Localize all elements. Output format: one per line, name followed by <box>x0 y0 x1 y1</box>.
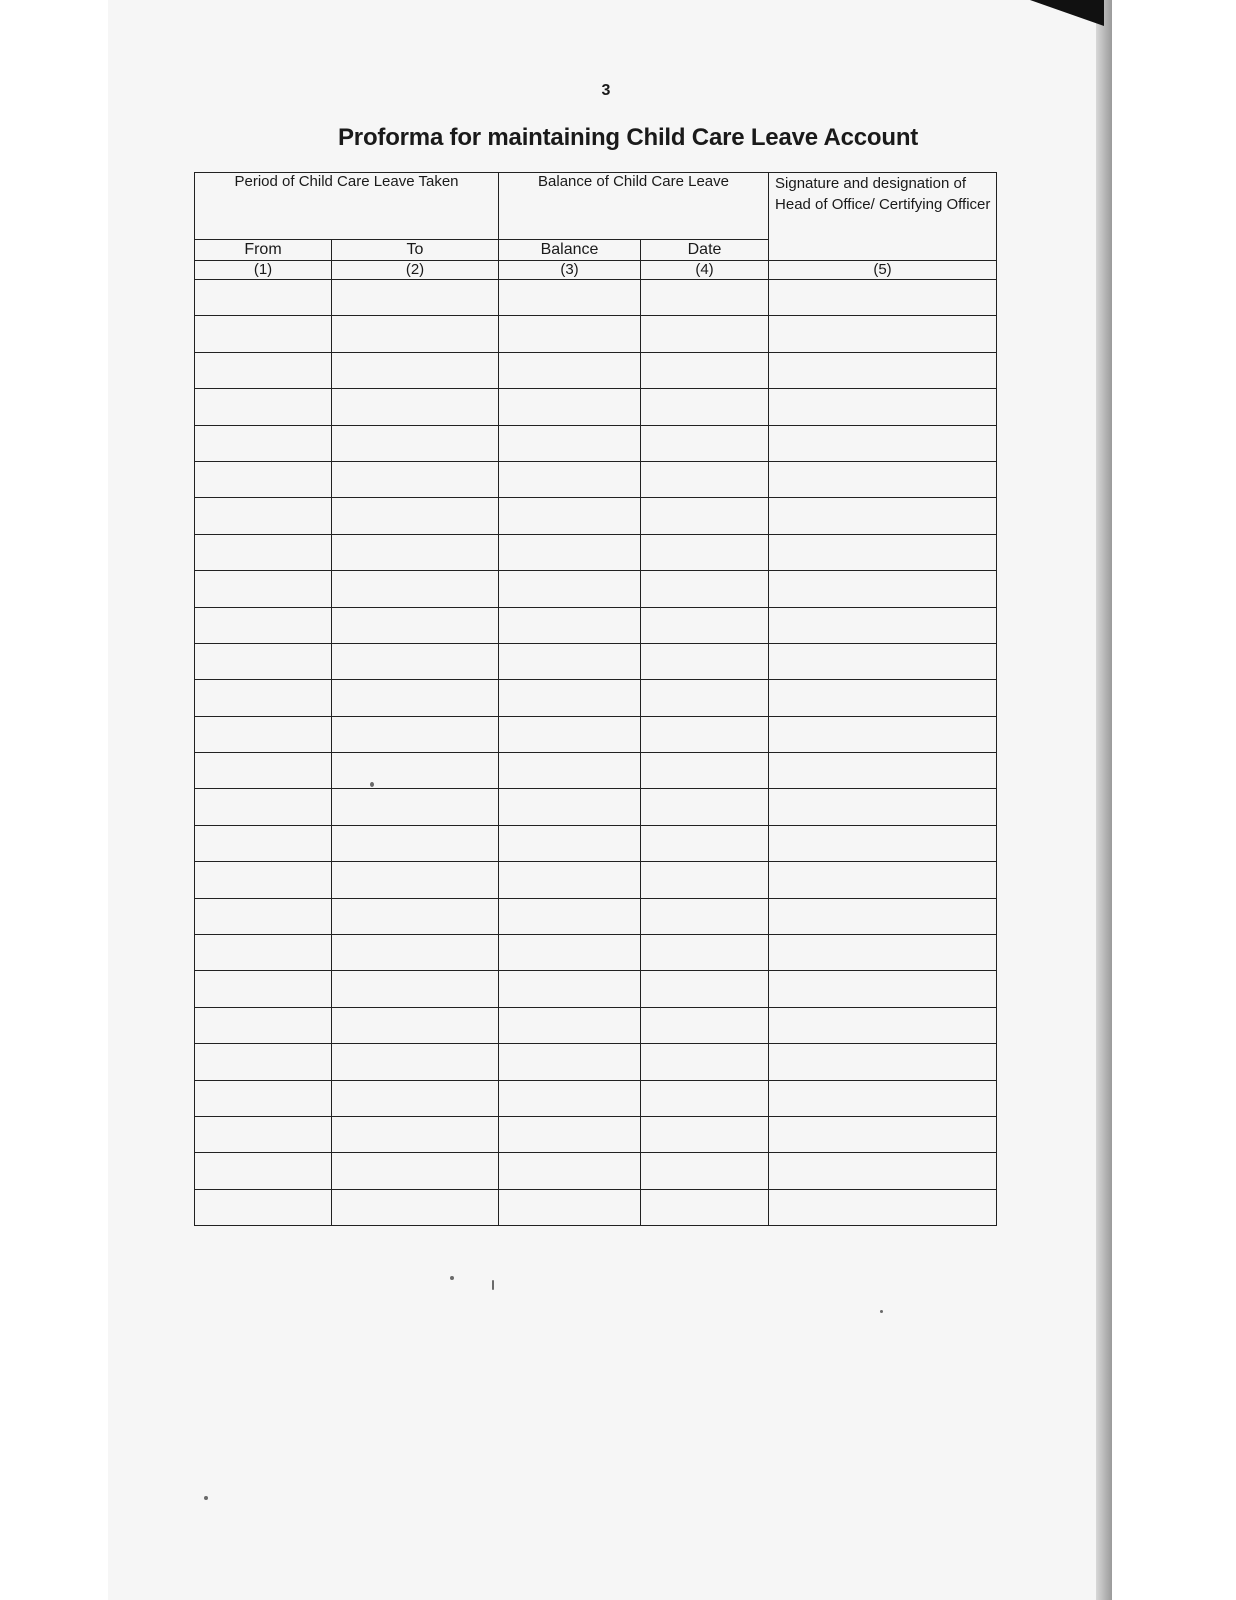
cell-to <box>332 498 499 534</box>
column-number-2: (2) <box>332 261 499 280</box>
table-row <box>195 789 997 825</box>
scan-speck <box>204 1496 208 1500</box>
column-number-1: (1) <box>195 261 332 280</box>
cell-to <box>332 898 499 934</box>
cell-from <box>195 825 332 861</box>
cell-from <box>195 1153 332 1189</box>
cell-signature <box>769 607 997 643</box>
scan-speck <box>370 782 374 787</box>
table-row <box>195 352 997 388</box>
cell-from <box>195 1080 332 1116</box>
cell-date <box>641 753 769 789</box>
cell-signature <box>769 716 997 752</box>
cell-balance <box>499 680 641 716</box>
table-row <box>195 461 997 497</box>
table-row <box>195 862 997 898</box>
cell-to <box>332 971 499 1007</box>
table-row <box>195 825 997 861</box>
cell-from <box>195 753 332 789</box>
cell-balance <box>499 789 641 825</box>
cell-balance <box>499 316 641 352</box>
cell-to <box>332 825 499 861</box>
cell-balance <box>499 1080 641 1116</box>
scan-speck <box>450 1276 454 1280</box>
cell-signature <box>769 789 997 825</box>
header-balance-sub: Balance <box>499 240 641 261</box>
cell-balance <box>499 607 641 643</box>
cell-to <box>332 862 499 898</box>
cell-balance <box>499 1007 641 1043</box>
cell-date <box>641 280 769 316</box>
cell-date <box>641 898 769 934</box>
cell-signature <box>769 352 997 388</box>
cell-date <box>641 935 769 971</box>
cell-to <box>332 352 499 388</box>
scan-edge <box>1096 0 1112 1600</box>
table-row <box>195 643 997 679</box>
cell-to <box>332 461 499 497</box>
cell-balance <box>499 571 641 607</box>
table-row <box>195 753 997 789</box>
cell-date <box>641 534 769 570</box>
cell-from <box>195 898 332 934</box>
cell-to <box>332 643 499 679</box>
cell-date <box>641 1116 769 1152</box>
table-row <box>195 498 997 534</box>
cell-balance <box>499 1116 641 1152</box>
cell-balance <box>499 1153 641 1189</box>
table-row <box>195 1044 997 1080</box>
cell-balance <box>499 825 641 861</box>
cell-signature <box>769 571 997 607</box>
table-row <box>195 534 997 570</box>
cell-signature <box>769 1007 997 1043</box>
cell-date <box>641 425 769 461</box>
cell-signature <box>769 1080 997 1116</box>
cell-balance <box>499 862 641 898</box>
cell-to <box>332 789 499 825</box>
cell-to <box>332 935 499 971</box>
cell-signature <box>769 935 997 971</box>
cell-date <box>641 607 769 643</box>
cell-signature <box>769 1153 997 1189</box>
cell-signature <box>769 1116 997 1152</box>
cell-date <box>641 352 769 388</box>
cell-balance <box>499 716 641 752</box>
cell-date <box>641 1189 769 1225</box>
cell-date <box>641 643 769 679</box>
cell-balance <box>499 971 641 1007</box>
table-row <box>195 1080 997 1116</box>
cell-to <box>332 753 499 789</box>
cell-from <box>195 534 332 570</box>
cell-to <box>332 316 499 352</box>
table-row <box>195 1116 997 1152</box>
header-date: Date <box>641 240 769 261</box>
page-number: 3 <box>601 82 611 99</box>
cell-date <box>641 1080 769 1116</box>
table-row <box>195 280 997 316</box>
cell-signature <box>769 753 997 789</box>
cell-signature <box>769 280 997 316</box>
cell-balance <box>499 280 641 316</box>
cell-signature <box>769 643 997 679</box>
cell-date <box>641 716 769 752</box>
cell-to <box>332 571 499 607</box>
cell-balance <box>499 935 641 971</box>
cell-balance <box>499 1044 641 1080</box>
cell-date <box>641 789 769 825</box>
scan-speck <box>880 1310 883 1313</box>
header-from: From <box>195 240 332 261</box>
cell-to <box>332 1080 499 1116</box>
cell-from <box>195 862 332 898</box>
cell-signature <box>769 425 997 461</box>
table-row <box>195 680 997 716</box>
cell-date <box>641 971 769 1007</box>
cell-to <box>332 607 499 643</box>
cell-balance <box>499 643 641 679</box>
table-row <box>195 425 997 461</box>
header-to: To <box>332 240 499 261</box>
cell-signature <box>769 316 997 352</box>
cell-from <box>195 1189 332 1225</box>
table-row <box>195 389 997 425</box>
cell-balance <box>499 389 641 425</box>
cell-to <box>332 1153 499 1189</box>
scan-corner-mark <box>1030 0 1104 26</box>
cell-to <box>332 534 499 570</box>
table-row <box>195 971 997 1007</box>
cell-balance <box>499 1189 641 1225</box>
cell-date <box>641 316 769 352</box>
table-row <box>195 1007 997 1043</box>
cell-date <box>641 498 769 534</box>
cell-to <box>332 680 499 716</box>
cell-signature <box>769 898 997 934</box>
cell-from <box>195 680 332 716</box>
cell-from <box>195 316 332 352</box>
cell-from <box>195 389 332 425</box>
cell-signature <box>769 534 997 570</box>
cell-from <box>195 607 332 643</box>
cell-to <box>332 1007 499 1043</box>
document-page <box>108 0 1104 1600</box>
cell-signature <box>769 461 997 497</box>
cell-signature <box>769 498 997 534</box>
column-number-5: (5) <box>769 261 997 280</box>
cell-date <box>641 1153 769 1189</box>
table-row <box>195 571 997 607</box>
column-number-4: (4) <box>641 261 769 280</box>
cell-date <box>641 680 769 716</box>
cell-balance <box>499 498 641 534</box>
cell-signature <box>769 971 997 1007</box>
cell-from <box>195 1116 332 1152</box>
cell-to <box>332 280 499 316</box>
cell-to <box>332 1189 499 1225</box>
cell-signature <box>769 825 997 861</box>
cell-date <box>641 461 769 497</box>
header-balance: Balance of Child Care Leave <box>499 173 769 240</box>
cell-from <box>195 352 332 388</box>
cell-to <box>332 1116 499 1152</box>
cell-to <box>332 425 499 461</box>
cell-from <box>195 789 332 825</box>
cell-from <box>195 1007 332 1043</box>
page-title: Proforma for maintaining Child Care Leave Account <box>338 124 919 151</box>
header-period: Period of Child Care Leave Taken <box>195 173 499 240</box>
cell-to <box>332 389 499 425</box>
table-row <box>195 316 997 352</box>
ledger-rows <box>195 280 997 1226</box>
cell-balance <box>499 898 641 934</box>
cell-from <box>195 425 332 461</box>
table-row <box>195 1189 997 1225</box>
cell-date <box>641 389 769 425</box>
cell-to <box>332 716 499 752</box>
cell-balance <box>499 534 641 570</box>
cell-date <box>641 1044 769 1080</box>
cell-signature <box>769 680 997 716</box>
cell-from <box>195 1044 332 1080</box>
table-row <box>195 607 997 643</box>
cell-signature <box>769 862 997 898</box>
cell-from <box>195 280 332 316</box>
cell-balance <box>499 425 641 461</box>
cell-to <box>332 1044 499 1080</box>
cell-from <box>195 461 332 497</box>
table-row <box>195 935 997 971</box>
cell-from <box>195 716 332 752</box>
cell-signature <box>769 1189 997 1225</box>
cell-date <box>641 571 769 607</box>
cell-date <box>641 825 769 861</box>
cell-balance <box>499 461 641 497</box>
column-number-3: (3) <box>499 261 641 280</box>
cell-date <box>641 862 769 898</box>
cell-signature <box>769 389 997 425</box>
table-row <box>195 898 997 934</box>
table-row <box>195 1153 997 1189</box>
cell-balance <box>499 753 641 789</box>
table-row <box>195 716 997 752</box>
cell-from <box>195 971 332 1007</box>
cell-date <box>641 1007 769 1043</box>
header-signature: Signature and designation of Head of Office/ Certifying Officer <box>769 173 997 261</box>
cell-signature <box>769 1044 997 1080</box>
cell-from <box>195 498 332 534</box>
cell-balance <box>499 352 641 388</box>
cell-from <box>195 935 332 971</box>
leave-account-table <box>194 172 997 1226</box>
cell-from <box>195 643 332 679</box>
cell-from <box>195 571 332 607</box>
scan-speck <box>492 1280 494 1290</box>
